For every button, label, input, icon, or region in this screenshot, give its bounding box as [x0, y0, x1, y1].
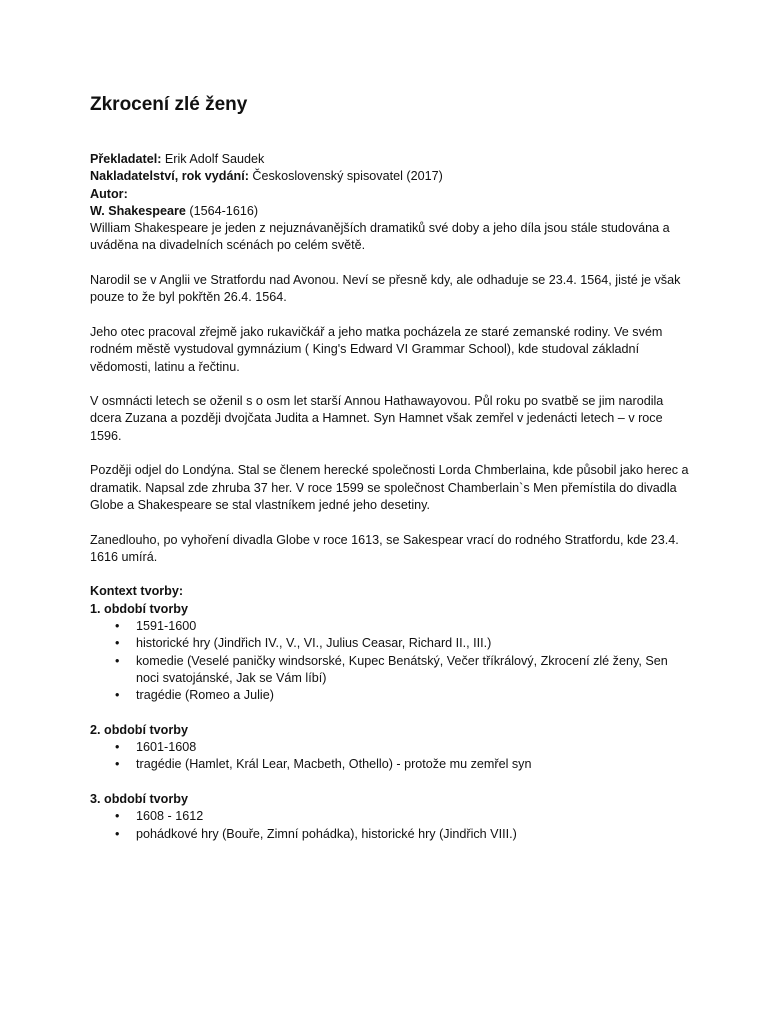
list-item: • 1591-1600: [90, 618, 690, 635]
list-item: • tragédie (Hamlet, Král Lear, Macbeth, Othello) - protože mu zemřel syn: [90, 756, 690, 773]
list-item: • 1608 - 1612: [90, 808, 690, 825]
paragraph-birth: Narodil se v Anglii ve Stratfordu nad Avonou. Neví se přesně kdy, ale odhaduje se 23.4. 1564, jisté je však pouze to že byl pokřtěn 26.4. 1564.: [90, 273, 681, 305]
period-3-list: [90, 808, 690, 843]
spacer: [90, 705, 690, 722]
author-label: Autor:: [90, 186, 128, 201]
spacer: [90, 774, 690, 791]
paragraph-london: Později odjel do Londýna. Stal se členem herecké společnosti Lorda Chmberlaina, kde působil jako herec a dramatik. Napsal zde zhruba 37 her. V roce 1599 se společnost Chamberlain`s Men přemístila do divadla Globe a Shakespeare se stal vlastníkem jedné jeho desetiny.: [90, 463, 689, 512]
period-2-heading: 2. období tvorby: [90, 722, 188, 737]
list-item: • tragédie (Romeo a Julie): [90, 687, 690, 704]
list-item: • pohádkové hry (Bouře, Zimní pohádka), historické hry (Jindřich VIII.): [90, 826, 690, 843]
paragraph-family: Jeho otec pracoval zřejmě jako rukavičkář a jeho matka pocházela ze staré zemanské rodiny. Ve svém rodném městě vystudoval gymnázium ( King's Edward VI Grammar School), kde studoval základní vědomosti, latinu a řečtinu.: [90, 324, 663, 374]
translator-label: Překladatel:: [90, 152, 162, 166]
author-line: [90, 203, 690, 220]
author-name: W. Shakespeare: [90, 203, 186, 218]
document-title: Zkrocení zlé ženy: [90, 94, 248, 115]
paragraph-death: Zanedlouho, po vyhoření divadla Globe v roce 1613, se Sakespear vrací do rodného Stratfordu, kde 23.4. 1616 umírá.: [90, 532, 679, 564]
period-1-list: [90, 618, 690, 704]
publisher-label: Nakladatelství, rok vydání:: [90, 169, 249, 184]
list-item: • 1601-1608: [90, 739, 690, 756]
document-page: [90, 92, 690, 843]
paragraph-marriage: V osmnácti letech se oženil s o osm let starší Annou Hathawayovou. Půl roku po svatbě se jim narodila dcera Zuzana a později dvojčata Judita a Hamnet. Syn Hamnet však zemřel v jedenácti letech – v roce 1596.: [90, 394, 664, 443]
period-1-heading: 1. období tvorby: [90, 601, 188, 616]
period-2-list: [90, 739, 690, 774]
paragraph-intro: William Shakespeare je jeden z nejuznávanějších dramatiků své doby a jeho díla jsou stále studována a uváděna na divadelních scénách po celém světě.: [90, 221, 670, 253]
translator-line: [90, 151, 690, 168]
context-heading: Kontext tvorby:: [90, 584, 184, 599]
publisher-value: Československý spisovatel (2017): [248, 169, 443, 184]
period-3-heading: 3. období tvorby: [90, 791, 188, 806]
publisher-line: [90, 168, 690, 185]
list-item: • historické hry (Jindřich IV., V., VI., Julius Ceasar, Richard II., III.): [90, 635, 690, 652]
author-years: (1564-1616): [185, 203, 259, 218]
translator-value: Erik Adolf Saudek: [161, 152, 265, 166]
list-item: • komedie (Veselé paničky windsorské, Kupec Benátský, Večer tříkrálový, Zkrocení zlé ženy, Sen noci svatojánské, Jak se Vám líbí): [90, 653, 690, 688]
